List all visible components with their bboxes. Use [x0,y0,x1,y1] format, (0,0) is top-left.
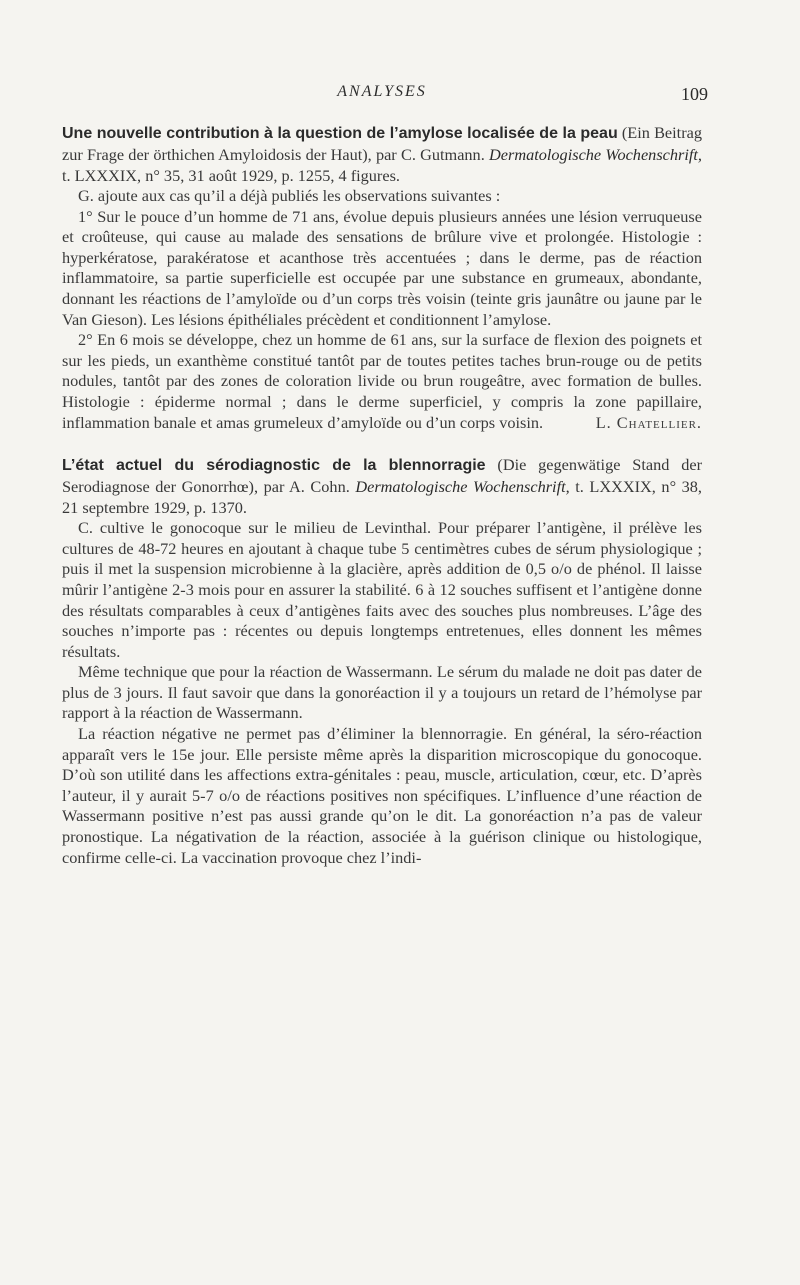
page-number: 109 [681,84,708,104]
author-signature: L. Chatellier. [595,412,702,432]
journal-name: Dermatologische Wochenschrift, [355,477,570,497]
article-serodiagnostic [62,454,702,868]
article-reference: (Ein Beitrag zur Frage der örthichen Amyloidosis der Haut), par C. Gutmann. [62,123,702,164]
paragraph-with-signature [62,330,702,433]
paragraph: G. ajoute aux cas qu’il a déjà publiés les observations suivantes : [78,186,501,205]
article-heading [62,122,702,186]
running-title: ANALYSES [337,83,427,100]
article-separator [62,433,702,440]
paragraph: La réaction négative ne permet pas d’éliminer la blennorragie. En général, la séro-réaction apparaît vers le 15e jour. Elle persiste même après la disparition microscopique du gonocoque. D’où son utilité dans les affections extra-génitales : peau, muscle, articulation, cœur, etc. D’après l’auteur, il y aurait 5-7 o/o de réactions positives non spécifiques. L’influence d’une réaction de Wassermann positive n’est pas aussi grande qu’on le dit. La gonoréaction n’a pas de valeur pronostique. La négativation de la réaction, associée à la guérison clinique ou histologique, confirme celle-ci. La vaccination provoque chez l’indi- [62,724,702,867]
article-reference: (Die gegenwätige Stand der Serodiagnose der Gonorrhœ), par A. Cohn. [62,455,702,497]
article-heading [62,454,702,518]
article-citation: t. LXXXIX, n° 38, 21 septembre 1929, p. 1370. [62,477,702,518]
page [62,82,708,868]
article-amylose [62,122,702,433]
running-head [62,82,708,108]
article-title: L’état actuel du sérodiagnostic de la blennorragie [62,457,486,475]
journal-name: Dermatologische Wochenschrift, [489,145,702,164]
article-citation: t. LXXXIX, n° 35, 31 août 1929, p. 1255, 4 figures. [62,166,400,185]
article-title: Une nouvelle contribution à la question de l’amylose localisée de la peau [62,125,618,142]
paragraph: Même technique que pour la réaction de Wassermann. Le sérum du malade ne doit pas dater de plus de 3 jours. Il faut savoir que dans la gonoréaction il y a toujours un retard de l’hémolyse par rapport à la réaction de Wassermann. [62,662,702,723]
paragraph: C. cultive le gonocoque sur le milieu de Levinthal. Pour préparer l’antigène, il prélève les cultures de 48-72 heures en ajoutant à chaque tube 5 centimètres cubes de sérum physiologique ; puis il met la suspension microbienne à la glacière, après addition de 0,5 o/o de phénol. Il laisse mûrir l’antigène 2-3 mois pour en assurer la stabilité. 6 à 12 souches suffisent et l’antigène donne des résultats comparables à ceux d’antigènes faits avec des souches plus nombreuses. L’âge des souches n’importe pas : récentes ou depuis longtemps entretenues, elles donnent les mêmes résultats. [62,518,702,661]
paragraph: 1° Sur le pouce d’un homme de 71 ans, évolue depuis plusieurs années une lésion verruqueuse et croûteuse, qui cause au malade des sensations de brûlure vive et prolongée. Histologie : hyperkératose, parakératose et acanthose très accentuées ; dans le derme, pas de réaction inflammatoire, sa partie superficielle est occupée par une substance en grumeaux, abondante, donnant les réactions de l’amyloïde ou d’un corps très voisin (teinte gris jaunâtre ou jaune par le Van Gieson). Les lésions épithéliales précèdent et conditionnent l’amylose. [62,206,702,329]
paragraph-text: 2° En 6 mois se développe, chez un homme de 61 ans, sur la surface de flexion des poignets et sur les pieds, un exanthème constitué tantôt par de toutes petites taches brun-rouge ou de petits nodules, tantôt par des zones de coloration livide ou brun rougeâtre, avec formation de bulles. Histologie : épiderme normal ; dans le derme superficiel, y compris la zone papillaire, inflammation banale et amas grumeleux d’amyloïde ou d’un corps voisin. [62,330,702,432]
